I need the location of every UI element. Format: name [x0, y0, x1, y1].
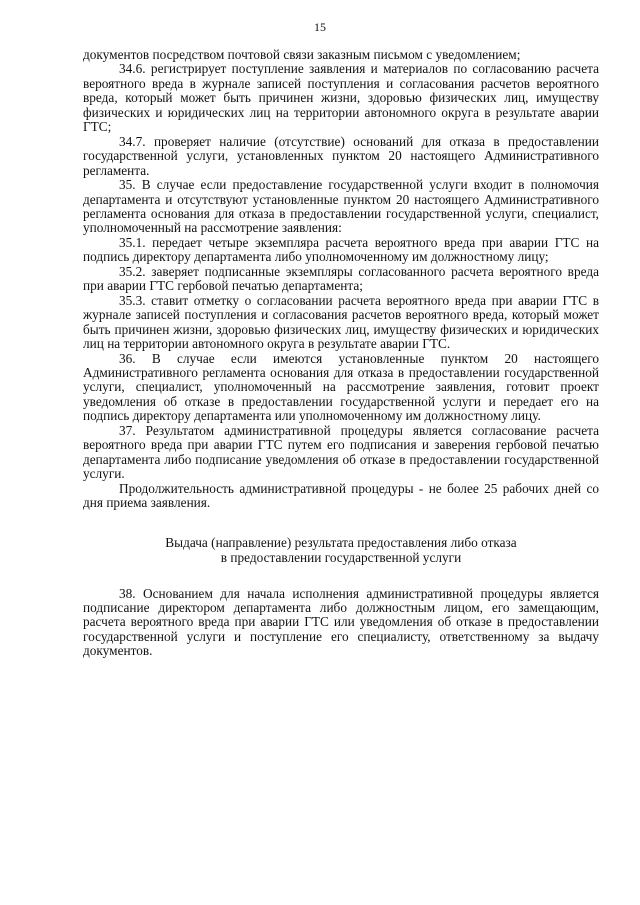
paragraph-35-2: 35.2. заверяет подписанные экземпляры согласованного расчета вероятного вреда при аварии ГТС гербовой печатью департамента; [83, 263, 599, 294]
paragraph-34-7: 34.7. проверяет наличие (отсутствие) оснований для отказа в предоставлении государственной услуги, установленных пунктом 20 настоящего Административного регламента. [83, 133, 599, 178]
section-heading-line-1: Выдача (направление) результата предоставления либо отказа [165, 534, 517, 550]
paragraph-36: 36. В случае если имеются установленные пунктом 20 настоящего Административного регламента основания для отказа в предоставлении государственной услуги, специалист, уполномоченный на рассмотрение заявления, готовит проект уведомления об отказе в предоставлении государственной услуги и передает его на подпись директору департамента или уполномоченному им должностному лицу. [83, 350, 599, 424]
paragraph-35-3: 35.3. ставит отметку о согласовании расчета вероятного вреда при аварии ГТС в журнале записей поступления и согласования расчетов вероятного вреда, который может быть причинен жизни, здоровью физических лиц, имуществу физических и юридических лиц на территории автономного округа в результате аварии ГТС. [83, 292, 599, 352]
paragraph-38: 38. Основанием для начала исполнения административной процедуры является подписание директором департамента либо должностным лицом, его замещающим, расчета вероятного вреда при аварии ГТС или уведомления об отказе в предоставлении государственной услуги и поступление его специалисту, ответственному за выдачу документов. [83, 585, 599, 659]
paragraph-37: 37. Результатом административной процедуры является согласование расчета вероятного вреда при аварии ГТС путем его подписания и заверения гербовой печатью департамента либо подписание уведомления об отказе в предоставлении государственной услуги. [83, 422, 599, 482]
section-heading-line-2: в предоставлении государственной услуги [220, 549, 462, 565]
document-body [83, 48, 599, 659]
paragraph-35: 35. В случае если предоставление государственной услуги входит в полномочия департамента и отсутствуют установленные пунктом 20 настоящего Административного регламента основания для отказа в предоставлении государственной услуги, специалист, уполномоченный на рассмотрение заявления: [83, 177, 599, 236]
paragraph-duration: Продолжительность административной процедуры - не более 25 рабочих дней со дня приема заявления. [83, 480, 599, 511]
page-number: 15 [314, 20, 326, 34]
section-heading [83, 535, 599, 565]
paragraph-34-6: 34.6. регистрирует поступление заявления и материалов по согласованию расчета вероятного вреда в журнале записей поступления и согласования расчетов вероятного вреда, который может быть причинен жизни, здоровью физических лиц, имуществу физических и юридических лиц на территории автономного округа в результате аварии ГТС; [83, 61, 599, 135]
paragraph-35-1: 35.1. передает четыре экземпляра расчета вероятного вреда при аварии ГТС на подпись директору департамента либо уполномоченному им должностному лицу; [83, 234, 599, 265]
paragraph: документов посредством почтовой связи заказным письмом с уведомлением; [83, 47, 521, 62]
